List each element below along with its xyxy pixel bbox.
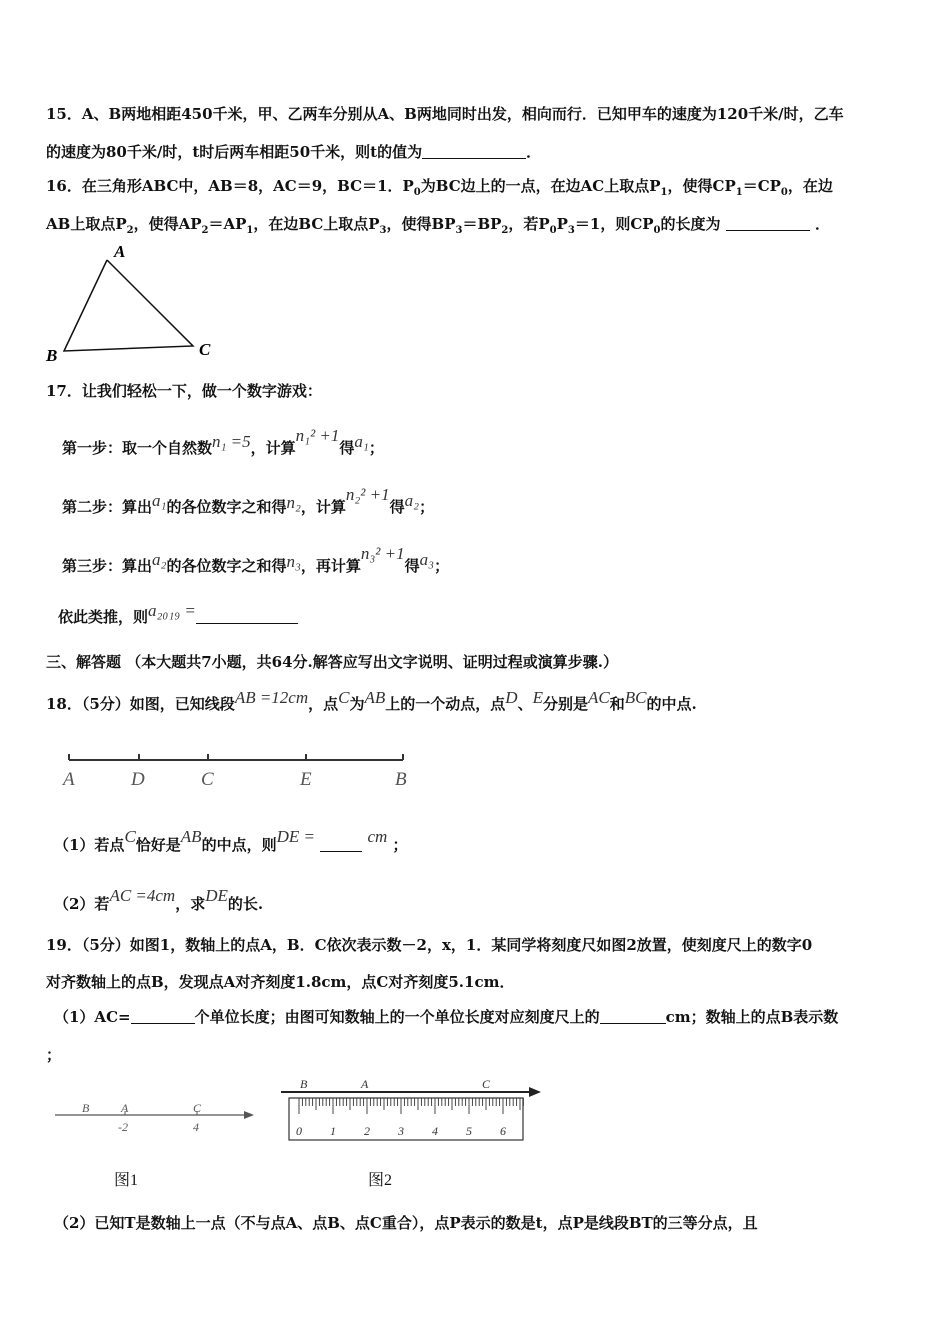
q19-text: （1）AC=: [54, 1008, 131, 1026]
q17-text: ；: [419, 498, 435, 516]
math-expr: n₃² +1: [360, 544, 405, 563]
q18-text: 的中点，则: [201, 836, 277, 854]
fig2-c-label: C: [482, 1077, 491, 1091]
vertex-c-label: C: [199, 340, 211, 359]
q16-sub: 0: [780, 187, 788, 198]
math-expr: n₁² +1: [295, 426, 340, 445]
fig1-b-label: B: [82, 1101, 90, 1115]
q18-text: 18．（5分）如图，已知线段: [46, 695, 235, 713]
q16-sub: 3: [567, 225, 575, 236]
q16-text: ，使得CP: [667, 177, 736, 195]
q17-text: 第二步：算出: [62, 498, 153, 516]
figure1-number-line: [50, 1095, 260, 1140]
q17-text: 依此类推，则: [58, 608, 149, 626]
q16-answer-blank: [726, 216, 810, 231]
math-ab: AB: [180, 827, 202, 846]
q18-text: ；: [392, 836, 408, 854]
fig1-val-c: 4: [193, 1120, 199, 1134]
q17-intro: 17．让我们轻松一下，做一个数字游戏：: [46, 382, 322, 400]
q17-text: ，再计算: [300, 557, 361, 575]
point-d-label: D: [131, 769, 145, 790]
q19-ac-blank: [131, 1009, 195, 1024]
q16-sub: 3: [379, 225, 387, 236]
q18-text: 的长.: [227, 895, 264, 913]
q16-text: ，在边BC上取点P: [253, 215, 380, 233]
fig2-caption: 图2: [368, 1172, 393, 1189]
q16-text: P: [556, 215, 568, 233]
q16-text: ＝CP: [742, 177, 781, 195]
q16-text: ＝AP: [208, 215, 247, 233]
q15-answer-blank: [422, 144, 526, 159]
q18-text: （1）若点: [54, 836, 125, 854]
q17-step2: [62, 485, 434, 517]
fig2-a-label: A: [361, 1077, 369, 1091]
math-n3: n₃: [286, 552, 301, 571]
fig1-c-label: C: [193, 1101, 202, 1115]
q16-sub: 2: [501, 225, 509, 236]
q18-stem: [46, 688, 697, 714]
q16-text: 为BC边上的一点，在边AC上取点P: [420, 177, 661, 195]
q17-text: ；: [368, 439, 384, 457]
q16-text: ，使得BP: [386, 215, 456, 233]
q16-line1: [46, 175, 833, 198]
math-a2019: a₂₀₁₉ =: [148, 601, 196, 620]
math-c: C: [338, 688, 350, 707]
q17-text: 得: [404, 557, 420, 575]
q16-sub: 0: [549, 225, 557, 236]
q15-line2: [46, 141, 541, 162]
math-ac4: AC =4cm: [109, 886, 176, 905]
q16-sub: 0: [413, 187, 421, 198]
math-n2: n₂: [286, 493, 301, 512]
triangle-abc: [64, 260, 193, 351]
q18-text: 、: [517, 695, 533, 713]
q16-line2: [46, 213, 830, 236]
ruler-number: 4: [432, 1124, 438, 1138]
q16-text: 的长度为: [660, 215, 721, 233]
ruler-number: 6: [500, 1124, 506, 1138]
math-ab12: AB =12cm: [234, 688, 309, 707]
q19-text: cm；数轴上的点B表示数: [665, 1008, 839, 1026]
q18-text: 和: [609, 695, 625, 713]
segment-figure: [55, 745, 425, 795]
vertex-b-label: B: [46, 346, 58, 365]
math-bc: BC: [624, 688, 647, 707]
math-expr: n₂² +1: [345, 485, 390, 504]
q17-text: 第一步：取一个自然数: [62, 439, 213, 457]
q18-text: ，点: [308, 695, 339, 713]
q16-text: ＝1，则CP: [574, 215, 654, 233]
math-de: DE =: [276, 827, 315, 846]
math-a2: a₂: [404, 491, 420, 510]
q16-text: AB上取点P: [46, 215, 127, 233]
q17-text: ；: [434, 557, 450, 575]
math-d: D: [505, 688, 518, 707]
math-ab: AB: [364, 688, 386, 707]
ruler-numbers: [296, 1124, 506, 1138]
math-c: C: [124, 827, 136, 846]
q15-line2-text: 的速度为80千米/时，t时后两车相距50千米，则t的值为: [46, 143, 423, 161]
fig1-a-label: A: [121, 1101, 129, 1115]
q17-text: 的各位数字之和得: [166, 498, 287, 516]
arrow-icon: [244, 1111, 254, 1119]
ruler-number: 2: [364, 1124, 370, 1138]
q16-sub: 3: [455, 225, 463, 236]
ruler-number: 0: [296, 1124, 302, 1138]
q17-text: 第三步：算出: [62, 557, 153, 575]
q17-final: [58, 601, 298, 627]
fig1-val-a: -2: [118, 1120, 128, 1134]
q15-line1: 15．A、B两地相距450千米，甲、乙两车分别从A、B两地同时出发，相向而行．已知甲车的速度为120千米/时，乙车: [46, 105, 844, 123]
fig2-b-label: B: [300, 1077, 308, 1091]
ruler-ticks: [299, 1098, 523, 1114]
section3-heading: 三、解答题 （本大题共7小题，共64分.解答应写出文字说明、证明过程或演算步骤.）: [46, 653, 618, 671]
point-b-label: B: [395, 769, 407, 790]
q18-text: 为: [349, 695, 365, 713]
q17-text: ，计算: [250, 439, 296, 457]
q19-text: 个单位长度；由图可知数轴上的一个单位长度对应刻度尺上的: [194, 1008, 600, 1026]
q16-text: ，若P: [508, 215, 550, 233]
fig1-caption: 图1: [114, 1172, 139, 1189]
q18-text: 恰好是: [135, 836, 181, 854]
ruler-number: 5: [466, 1124, 472, 1138]
q16-end: ．: [815, 215, 831, 233]
q16-text: ，使得AP: [133, 215, 202, 233]
q18-text: 分别是: [542, 695, 588, 713]
q18-text: ，求: [175, 895, 206, 913]
q18-text: 上的一个动点，点: [385, 695, 506, 713]
arrow-icon: [529, 1087, 541, 1097]
q16-text: 16．在三角形ABC中，AB＝8，AC＝9，BC＝1．P: [46, 177, 414, 195]
q18-part2: [54, 886, 263, 914]
math-ac: AC: [588, 688, 610, 707]
q19-line1: 19．（5分）如图1，数轴上的点A，B．C依次表示数－2，x，1．某同学将刻度尺如图2放置，使刻度尺上的数字0: [46, 936, 813, 954]
q17-step3: [62, 544, 449, 576]
q19-part1-end: ；: [46, 1046, 62, 1064]
q17-text: 得: [339, 439, 355, 457]
point-e-label: E: [300, 769, 312, 790]
point-a-label: A: [63, 769, 75, 790]
ruler-number: 3: [398, 1124, 404, 1138]
q17-answer-blank: [196, 609, 298, 624]
math-a2: a₂: [152, 550, 167, 569]
q15-end: ．: [526, 143, 542, 161]
vertex-a-label: A: [114, 242, 126, 261]
q18-part1: [54, 827, 408, 855]
figure2-ruler: [275, 1075, 545, 1145]
q16-sub: 0: [653, 225, 661, 236]
q19-line2: 对齐数轴上的点B，发现点A对齐刻度1.8cm，点C对齐刻度5.1cm．: [46, 973, 515, 991]
q18-p1-blank: [320, 837, 362, 852]
q17-step1: [62, 426, 384, 458]
ruler-number: 1: [330, 1124, 336, 1138]
q16-sub: 1: [735, 187, 743, 198]
q19-part2: （2）已知T是数轴上一点（不与点A、点B、点C重合），点P表示的数是t，点P是线段BT的三等分点，且: [54, 1214, 758, 1232]
q18-text: （2）若: [54, 895, 110, 913]
q16-text: ，在边: [787, 177, 833, 195]
q16-sub: 2: [201, 225, 209, 236]
q19-part1: [54, 1006, 838, 1027]
q17-text: ，计算: [300, 498, 346, 516]
triangle-figure: [40, 240, 230, 370]
math-a3: a₃: [419, 550, 435, 569]
q17-text: 的各位数字之和得: [166, 557, 287, 575]
q18-text: 的中点.: [646, 695, 697, 713]
math-n1: n₁ =5: [212, 432, 251, 451]
q16-sub: 1: [660, 187, 668, 198]
ruler-body: [289, 1098, 523, 1140]
q16-sub: 1: [246, 225, 254, 236]
q19-unit-blank: [600, 1009, 666, 1024]
math-a1: a₁: [152, 491, 167, 510]
math-e: E: [532, 688, 543, 707]
q17-text: 得: [389, 498, 405, 516]
q16-sub: 2: [126, 225, 134, 236]
math-a1: a₁: [354, 432, 369, 451]
math-cm: cm: [367, 827, 388, 846]
math-de: DE: [205, 886, 228, 905]
q16-text: ＝BP: [462, 215, 502, 233]
point-c-label: C: [201, 769, 214, 790]
